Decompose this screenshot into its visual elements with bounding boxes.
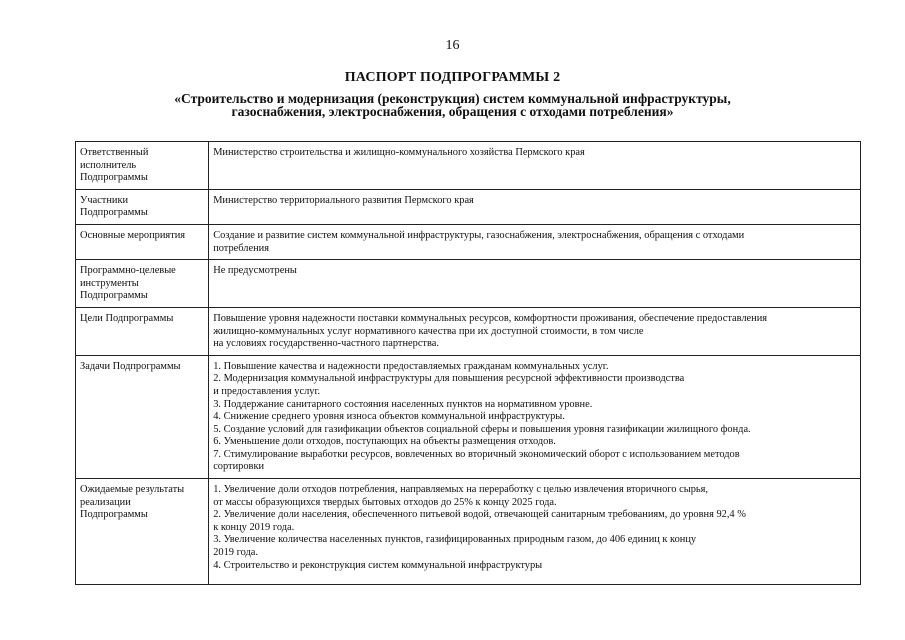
document-subtitle (40, 92, 865, 118)
label-line: Подпрограммы (80, 207, 148, 219)
value-line: 2. Модернизация коммунальной инфраструктуры для повышения ресурсной эффективности производства (213, 373, 685, 385)
value-line: на условиях государственно-частного партнерства. (213, 338, 439, 350)
value-line: 6. Уменьшение доли отходов, поступающих на объекты размещения отходов. (213, 436, 556, 448)
row-label (76, 224, 209, 259)
row-value (209, 307, 861, 355)
table-row-expected-results (76, 479, 861, 585)
label-line: Цели Подпрограммы (80, 312, 174, 324)
value-line: 3. Поддержание санитарного состояния населенных пунктов на нормативном уровне. (213, 398, 593, 410)
subtitle-line: газоснабжения, электроснабжения, обращения с отходами потребления» (231, 104, 674, 119)
value-line: Министерство территориального развития Пермского края (213, 194, 474, 206)
value-line: 2. Увеличение доли населения, обеспеченного питьевой водой, отвечающей санитарным требованиям, до уровня 92,4 % (213, 509, 746, 521)
value-line: сортировки (213, 461, 265, 473)
table-row-main-activities (76, 224, 861, 259)
row-label (76, 189, 209, 224)
page-number: 16 (445, 38, 460, 53)
label-line: Подпрограммы (80, 290, 148, 302)
value-line: и предоставления услуг. (213, 385, 321, 397)
label-line: Основные мероприятия (80, 229, 186, 241)
table-row-tasks (76, 355, 861, 478)
row-label (76, 355, 209, 478)
value-line: потребления (213, 242, 270, 254)
value-line: 2019 года. (213, 547, 258, 559)
label-line: инструменты (80, 277, 139, 289)
label-line: Ожидаемые результаты (80, 484, 185, 496)
label-line: Задачи Подпрограммы (80, 360, 181, 372)
value-line: 3. Увеличение количества населенных пунктов, газифицированных природным газом, до 406 единиц к концу (213, 534, 697, 546)
value-line: Повышение уровня надежности поставки коммунальных ресурсов, комфортности проживания, обеспечение предоставления (213, 312, 768, 324)
subtitle-line: «Строительство и модернизация (реконструкция) систем коммунальной инфраструктуры, (174, 91, 731, 106)
row-label (76, 260, 209, 308)
value-line: 4. Снижение среднего уровня износа объектов коммунальной инфраструктуры. (213, 411, 565, 423)
label-line: Программно-целевые (80, 265, 176, 277)
row-label (76, 479, 209, 585)
table-row-responsible-executor (76, 142, 861, 190)
label-line: реализации (80, 496, 131, 508)
row-value (209, 479, 861, 585)
value-line: к концу 2019 года. (213, 521, 295, 533)
row-value (209, 355, 861, 478)
table-row-program-tools (76, 260, 861, 308)
table-row-goals (76, 307, 861, 355)
value-line: 1. Увеличение доли отходов потребления, направляемых на переработку с целью извлечения вторичного сырья, (213, 484, 709, 496)
value-line: 5. Создание условий для газификации объектов социальной сферы и повышения уровня газификации жилищного фонда. (213, 423, 751, 435)
value-line: 4. Строительство и реконструкция систем коммунальной инфраструктуры (213, 559, 543, 571)
row-value (209, 224, 861, 259)
row-label (76, 142, 209, 190)
row-value (209, 260, 861, 308)
document-title: ПАСПОРТ ПОДПРОГРАММЫ 2 (344, 70, 561, 85)
table-row-participants (76, 189, 861, 224)
row-value (209, 189, 861, 224)
value-line: жилищно-коммунальных услуг нормативного качества при их доступной стоимости, в том числе (213, 325, 644, 337)
row-value (209, 142, 861, 190)
label-line: Ответственный (80, 147, 149, 158)
row-label (76, 307, 209, 355)
label-line: Участники (80, 194, 129, 206)
value-line: от массы образующихся твердых бытовых отходов до 25% к концу 2025 года. (213, 496, 557, 508)
label-line: Подпрограммы (80, 509, 148, 521)
label-line: Подпрограммы (80, 172, 148, 184)
value-line: Создание и развитие систем коммунальной инфраструктуры, газоснабжения, электроснабжения, обращения с отходами (213, 229, 745, 241)
value-line: Не предусмотрены (213, 265, 297, 277)
value-line: Министерство строительства и жилищно-коммунального хозяйства Пермского края (213, 147, 585, 158)
label-line: исполнитель (80, 159, 137, 171)
value-line: 7. Стимулирование выработки ресурсов, вовлеченных во вторичный экономический оборот с использованием методов (213, 448, 740, 460)
passport-table (75, 141, 861, 585)
value-line: 1. Повышение качества и надежности предоставляемых гражданам коммунальных услуг. (213, 360, 609, 372)
